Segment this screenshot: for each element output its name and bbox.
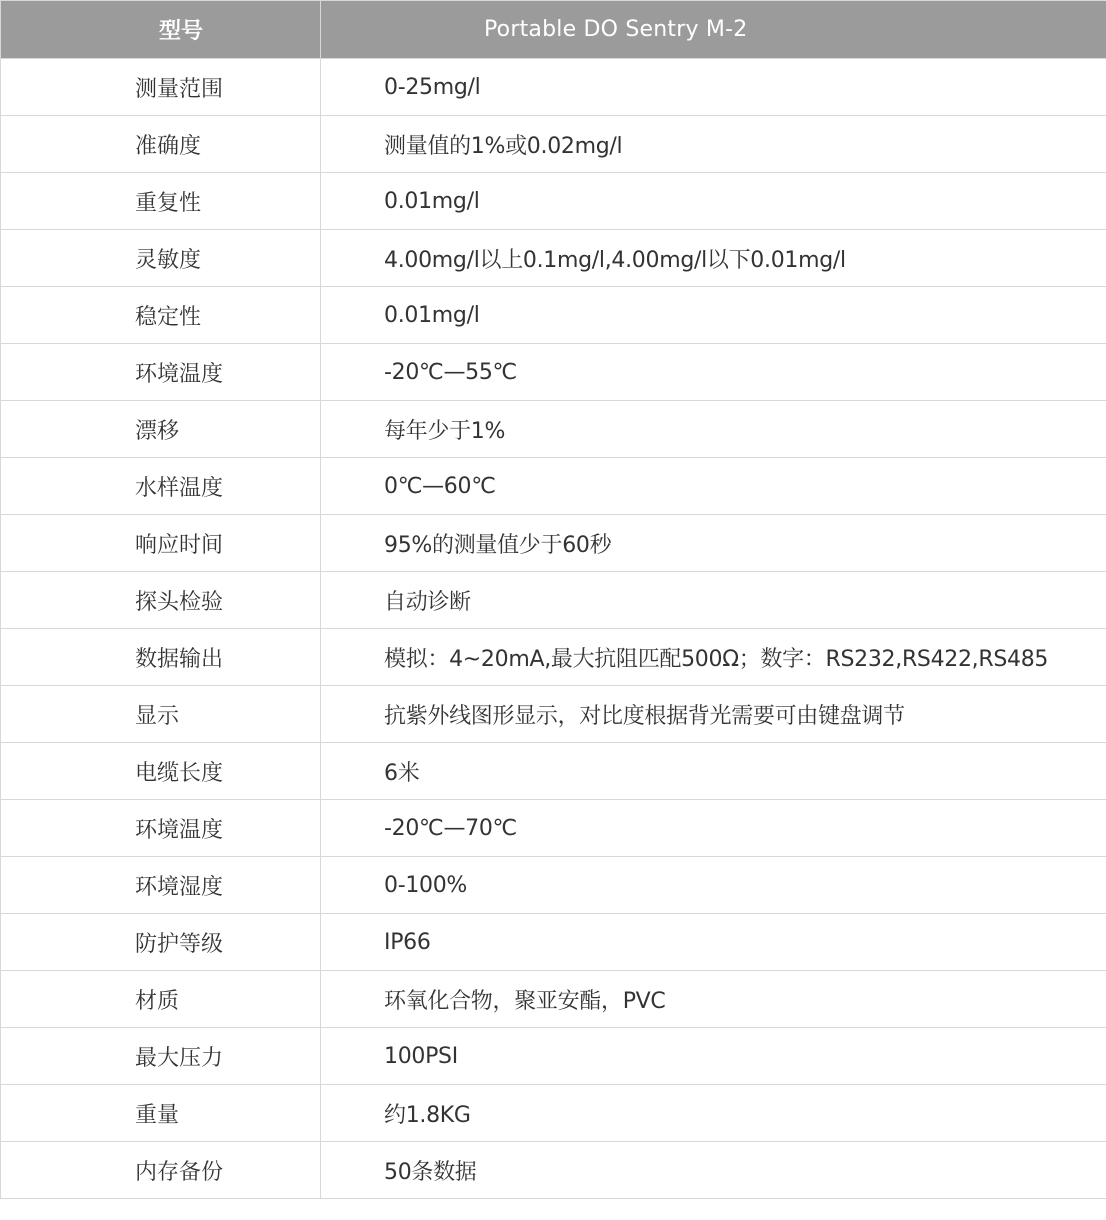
row-label: 环境湿度 xyxy=(1,857,321,914)
header-model-cell: Portable DO Sentry M-2 xyxy=(321,1,1106,59)
row-value: 50条数据 xyxy=(321,1142,1106,1199)
header-row xyxy=(1,1,1106,59)
table-row xyxy=(1,230,1106,287)
table-row xyxy=(1,857,1106,914)
table-header xyxy=(1,1,1106,59)
table-row xyxy=(1,1142,1106,1199)
row-value: IP66 xyxy=(321,914,1106,971)
row-label: 最大压力 xyxy=(1,1028,321,1085)
row-label: 材质 xyxy=(1,971,321,1028)
row-value: 模拟：4~20mA,最大抗阻匹配500Ω；数字：RS232,RS422,RS485 xyxy=(321,629,1106,686)
row-label: 环境温度 xyxy=(1,344,321,401)
table-row xyxy=(1,401,1106,458)
table-row xyxy=(1,914,1106,971)
row-value: 100PSI xyxy=(321,1028,1106,1085)
row-value: 测量值的1%或0.02mg/l xyxy=(321,116,1106,173)
table-row xyxy=(1,629,1106,686)
table-row xyxy=(1,971,1106,1028)
row-label: 响应时间 xyxy=(1,515,321,572)
table-row xyxy=(1,686,1106,743)
row-value: 0.01mg/l xyxy=(321,173,1106,230)
row-label: 电缆长度 xyxy=(1,743,321,800)
table-row xyxy=(1,344,1106,401)
row-label: 重量 xyxy=(1,1085,321,1142)
row-label: 灵敏度 xyxy=(1,230,321,287)
row-value: 95%的测量值少于60秒 xyxy=(321,515,1106,572)
row-value: -20℃—70℃ xyxy=(321,800,1106,857)
row-value: 4.00mg/l以上0.1mg/l,4.00mg/l以下0.01mg/l xyxy=(321,230,1106,287)
table-row xyxy=(1,287,1106,344)
row-label: 漂移 xyxy=(1,401,321,458)
row-label: 探头检验 xyxy=(1,572,321,629)
row-value: -20℃—55℃ xyxy=(321,344,1106,401)
row-label: 重复性 xyxy=(1,173,321,230)
table-row xyxy=(1,116,1106,173)
table-row xyxy=(1,515,1106,572)
row-value: 0-100% xyxy=(321,857,1106,914)
row-value: 每年少于1% xyxy=(321,401,1106,458)
table-row xyxy=(1,1085,1106,1142)
row-value: 0-25mg/l xyxy=(321,59,1106,116)
table-row xyxy=(1,173,1106,230)
row-label: 稳定性 xyxy=(1,287,321,344)
table-row xyxy=(1,458,1106,515)
row-value: 环氧化合物，聚亚安酯，PVC xyxy=(321,971,1106,1028)
row-label: 防护等级 xyxy=(1,914,321,971)
header-label-cell: 型号 xyxy=(1,1,321,59)
table-row xyxy=(1,1028,1106,1085)
table-row xyxy=(1,743,1106,800)
row-value: 6米 xyxy=(321,743,1106,800)
row-label: 显示 xyxy=(1,686,321,743)
row-value: 0℃—60℃ xyxy=(321,458,1106,515)
row-label: 准确度 xyxy=(1,116,321,173)
row-value: 约1.8KG xyxy=(321,1085,1106,1142)
row-value: 0.01mg/l xyxy=(321,287,1106,344)
table-row xyxy=(1,59,1106,116)
row-label: 测量范围 xyxy=(1,59,321,116)
row-label: 环境温度 xyxy=(1,800,321,857)
table-row xyxy=(1,572,1106,629)
table-row xyxy=(1,800,1106,857)
row-value: 自动诊断 xyxy=(321,572,1106,629)
table-body xyxy=(1,59,1106,1199)
row-label: 数据输出 xyxy=(1,629,321,686)
row-value: 抗紫外线图形显示，对比度根据背光需要可由键盘调节 xyxy=(321,686,1106,743)
row-label: 内存备份 xyxy=(1,1142,321,1199)
row-label: 水样温度 xyxy=(1,458,321,515)
